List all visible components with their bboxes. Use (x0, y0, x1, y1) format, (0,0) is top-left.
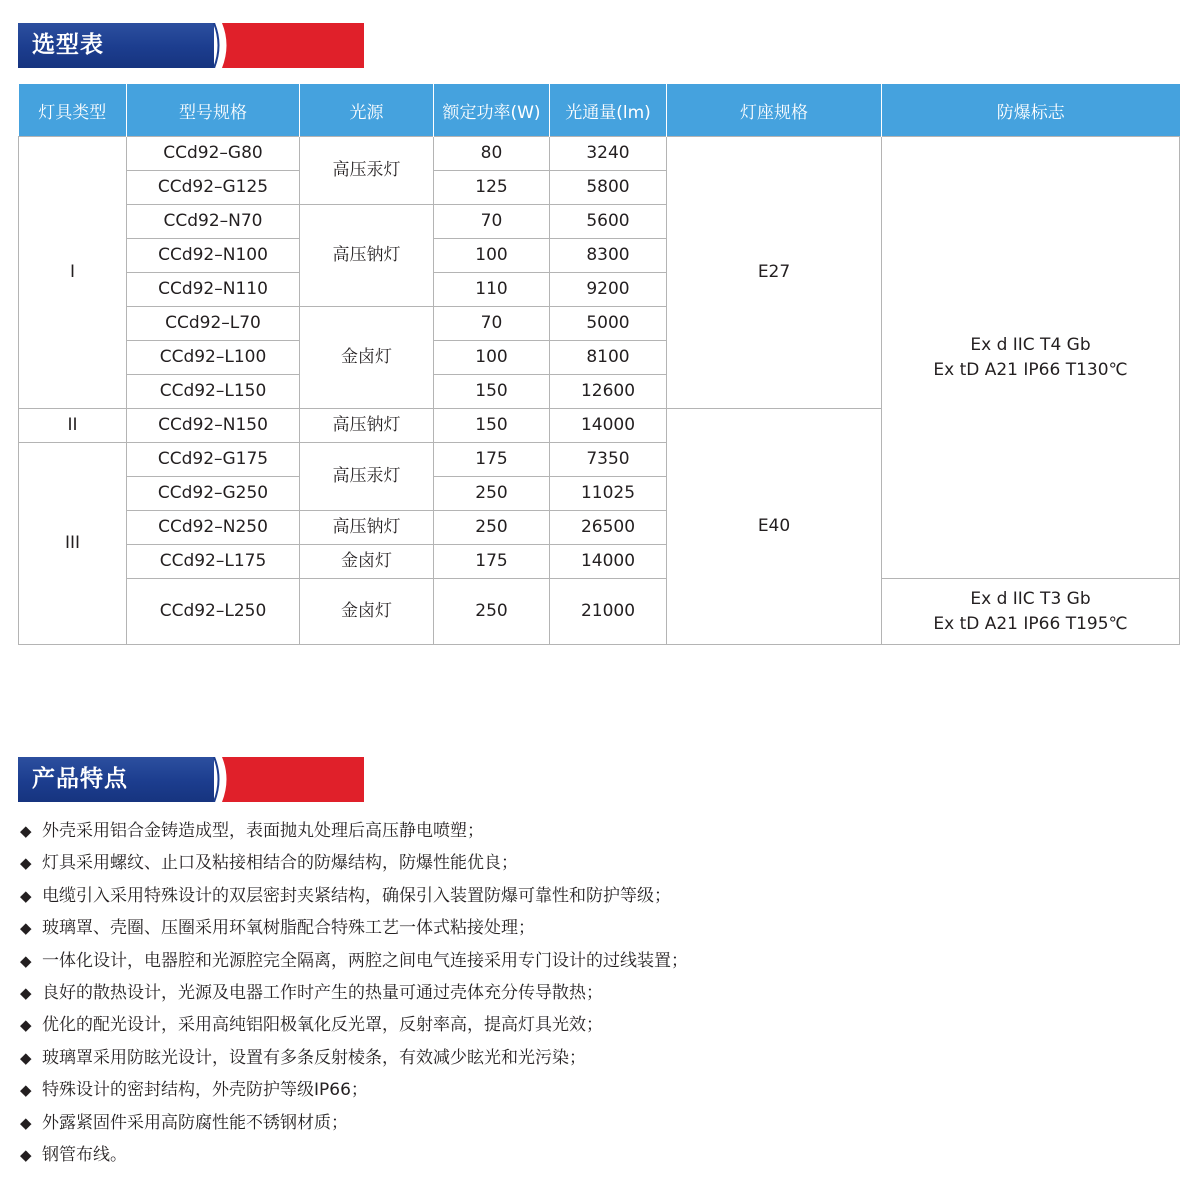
header-ex-mark: 防爆标志 (882, 84, 1180, 137)
model-cell: CCd92–N250 (127, 511, 300, 545)
light-source-cell: 高压汞灯 (300, 443, 434, 511)
power-cell: 175 (434, 545, 550, 579)
power-cell: 150 (434, 375, 550, 409)
section-title: 选型表 (32, 32, 104, 58)
light-source-cell: 金卤灯 (300, 545, 434, 579)
model-cell: CCd92–L250 (127, 579, 300, 645)
model-cell: CCd92–N110 (127, 273, 300, 307)
table-row (19, 579, 1180, 645)
list-item (20, 815, 688, 847)
ex-mark-line: Ex d IIC T3 Gb (970, 588, 1091, 609)
model-cell: CCd92–G175 (127, 443, 300, 477)
ex-mark-cell (882, 579, 1180, 645)
light-source-cell: 高压钠灯 (300, 409, 434, 443)
header-light-source: 光源 (300, 84, 434, 137)
power-cell: 250 (434, 579, 550, 645)
power-cell: 125 (434, 171, 550, 205)
list-item (20, 880, 688, 912)
light-source-cell: 金卤灯 (300, 307, 434, 409)
list-item (20, 1139, 688, 1171)
diamond-bullet-icon: ◆ (20, 822, 32, 840)
light-source-cell: 高压钠灯 (300, 511, 434, 545)
diamond-bullet-icon: ◆ (20, 1016, 32, 1035)
power-cell: 70 (434, 205, 550, 239)
light-source-cell: 高压汞灯 (300, 137, 434, 205)
flux-cell: 8300 (550, 239, 667, 273)
diamond-bullet-icon: ◆ (20, 1145, 32, 1164)
power-cell: 100 (434, 341, 550, 375)
model-cell: CCd92–G125 (127, 171, 300, 205)
model-cell: CCd92–L175 (127, 545, 300, 579)
header-red-band (223, 757, 364, 802)
flux-cell: 11025 (550, 477, 667, 511)
header-red-band (223, 23, 364, 68)
lamp-type-cell: I (19, 137, 127, 409)
list-item (20, 1042, 688, 1074)
power-cell: 110 (434, 273, 550, 307)
light-source-cell: 高压钠灯 (300, 205, 434, 307)
flux-cell: 3240 (550, 137, 667, 171)
socket-cell: E40 (667, 409, 882, 645)
power-cell: 250 (434, 511, 550, 545)
selection-table (18, 84, 1180, 645)
flux-cell: 26500 (550, 511, 667, 545)
flux-cell: 9200 (550, 273, 667, 307)
feature-text: 外壳采用铝合金铸造成型，表面抛丸处理后高压静电喷塑； (42, 821, 484, 841)
list-item (20, 977, 688, 1009)
header-divider-curve (206, 757, 232, 802)
list-item (20, 1074, 688, 1106)
power-cell: 175 (434, 443, 550, 477)
ex-mark-cell (882, 137, 1180, 579)
diamond-bullet-icon: ◆ (20, 1081, 32, 1100)
list-item (20, 1009, 688, 1041)
feature-text: 外露紧固件采用高防腐性能不锈钢材质； (42, 1112, 348, 1133)
diamond-bullet-icon: ◆ (20, 1113, 32, 1132)
ex-mark-line: Ex tD A21 IP66 T130℃ (933, 359, 1128, 380)
model-cell: CCd92–N100 (127, 239, 300, 273)
table-header-row (19, 84, 1180, 137)
feature-text: 一体化设计，电器腔和光源腔完全隔离，两腔之间电气连接采用专门设计的过线装置； (42, 950, 688, 971)
flux-cell: 5800 (550, 171, 667, 205)
feature-text: 灯具采用螺纹、止口及粘接相结合的防爆结构，防爆性能优良； (42, 853, 518, 874)
model-cell: CCd92–L70 (127, 307, 300, 341)
flux-cell: 8100 (550, 341, 667, 375)
list-item (20, 1107, 688, 1139)
flux-cell: 14000 (550, 409, 667, 443)
feature-list (20, 815, 688, 1171)
feature-text: 良好的散热设计，光源及电器工作时产生的热量可通过壳体充分传导散热； (42, 982, 603, 1003)
model-cell: CCd92–L100 (127, 341, 300, 375)
flux-cell: 21000 (550, 579, 667, 645)
header-divider-curve (206, 23, 232, 68)
section-header-selection (18, 23, 364, 68)
diamond-bullet-icon: ◆ (20, 854, 32, 873)
power-cell: 100 (434, 239, 550, 273)
table-row (19, 137, 1180, 171)
section-header-features (18, 757, 364, 802)
list-item (20, 912, 688, 944)
ex-mark-line: Ex tD A21 IP66 T195℃ (933, 613, 1128, 634)
section-title: 产品特点 (32, 766, 128, 792)
flux-cell: 5000 (550, 307, 667, 341)
header-flux: 光通量(lm) (550, 84, 667, 137)
list-item (20, 945, 688, 977)
power-cell: 70 (434, 307, 550, 341)
diamond-bullet-icon: ◆ (20, 919, 32, 938)
feature-text: 钢管布线。 (42, 1144, 127, 1165)
lamp-type-cell: III (19, 443, 127, 645)
flux-cell: 14000 (550, 545, 667, 579)
header-socket: 灯座规格 (667, 84, 882, 137)
power-cell: 80 (434, 137, 550, 171)
power-cell: 250 (434, 477, 550, 511)
header-power: 额定功率(W) (434, 84, 550, 137)
feature-text: 玻璃罩采用防眩光设计，设置有多条反射棱条，有效减少眩光和光污染； (42, 1047, 586, 1068)
header-lamp-type: 灯具类型 (19, 84, 127, 137)
model-cell: CCd92–N150 (127, 409, 300, 443)
lamp-type-cell: II (19, 409, 127, 443)
header-model: 型号规格 (127, 84, 300, 137)
flux-cell: 7350 (550, 443, 667, 477)
diamond-bullet-icon: ◆ (20, 886, 32, 905)
model-cell: CCd92–N70 (127, 205, 300, 239)
model-cell: CCd92–L150 (127, 375, 300, 409)
feature-text: 优化的配光设计，采用高纯铝阳极氧化反光罩，反射率高，提高灯具光效； (42, 1015, 603, 1036)
diamond-bullet-icon: ◆ (20, 983, 32, 1002)
ex-mark-line: Ex d IIC T4 Gb (970, 334, 1091, 355)
diamond-bullet-icon: ◆ (20, 1048, 32, 1067)
flux-cell: 5600 (550, 205, 667, 239)
list-item (20, 847, 688, 879)
feature-text: 玻璃罩、壳圈、压圈采用环氧树脂配合特殊工艺一体式粘接处理； (42, 918, 535, 939)
feature-text: 特殊设计的密封结构，外壳防护等级IP66； (42, 1080, 368, 1101)
model-cell: CCd92–G80 (127, 137, 300, 171)
power-cell: 150 (434, 409, 550, 443)
model-cell: CCd92–G250 (127, 477, 300, 511)
flux-cell: 12600 (550, 375, 667, 409)
diamond-bullet-icon: ◆ (20, 951, 32, 970)
socket-cell: E27 (667, 137, 882, 409)
feature-text: 电缆引入采用特殊设计的双层密封夹紧结构，确保引入装置防爆可靠性和防护等级； (42, 885, 671, 906)
light-source-cell: 金卤灯 (300, 579, 434, 645)
